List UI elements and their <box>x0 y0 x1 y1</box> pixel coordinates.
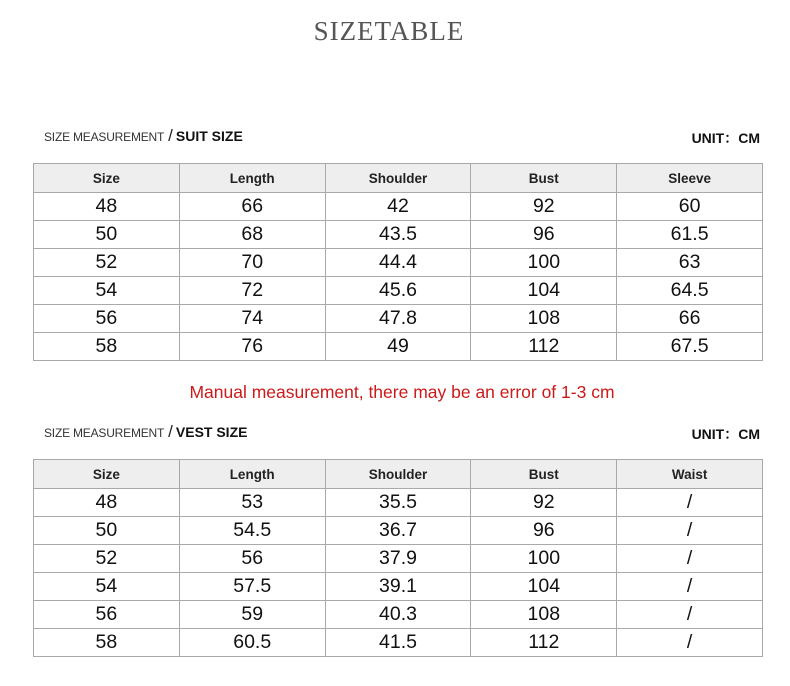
table-row <box>34 249 763 277</box>
table-cell-shoulder: 49 <box>325 333 471 361</box>
table-cell-shoulder: 42 <box>325 193 471 221</box>
table-cell-shoulder: 45.6 <box>325 277 471 305</box>
table-cell-size: 58 <box>34 333 180 361</box>
table-cell-length: 57.5 <box>179 573 325 601</box>
table-row <box>34 573 763 601</box>
table-row <box>34 333 763 361</box>
table-cell-bust: 100 <box>471 249 617 277</box>
table-cell-waist: / <box>617 545 763 573</box>
table-cell-shoulder: 35.5 <box>325 489 471 517</box>
table-cell-bust: 96 <box>471 221 617 249</box>
suit-unit-label: UNIT：CM <box>691 130 760 146</box>
table-cell-sleeve: 67.5 <box>617 333 763 361</box>
table-cell-size: 58 <box>34 629 180 657</box>
page-title: SIZETABLE <box>313 16 465 46</box>
table-cell-length: 56 <box>179 545 325 573</box>
table-cell-sleeve: 60 <box>617 193 763 221</box>
table-cell-sleeve: 61.5 <box>617 221 763 249</box>
table-cell-bust: 92 <box>471 193 617 221</box>
column-header-length: Length <box>179 164 325 193</box>
table-cell-size: 56 <box>34 601 180 629</box>
table-cell-bust: 112 <box>471 629 617 657</box>
table-cell-size: 56 <box>34 305 180 333</box>
table-cell-shoulder: 47.8 <box>325 305 471 333</box>
table-cell-shoulder: 40.3 <box>325 601 471 629</box>
vest-label-slash: / <box>168 422 173 441</box>
column-header-size: Size <box>34 460 180 489</box>
vest-size-table <box>33 459 763 657</box>
table-row <box>34 601 763 629</box>
table-cell-length: 60.5 <box>179 629 325 657</box>
table-cell-size: 54 <box>34 573 180 601</box>
table-row <box>34 221 763 249</box>
column-header-shoulder: Shoulder <box>325 460 471 489</box>
table-cell-waist: / <box>617 629 763 657</box>
table-cell-shoulder: 44.4 <box>325 249 471 277</box>
suit-section-header <box>44 126 762 148</box>
table-cell-size: 52 <box>34 545 180 573</box>
table-cell-waist: / <box>617 489 763 517</box>
vest-section-label <box>44 422 247 442</box>
column-header-length: Length <box>179 460 325 489</box>
table-row <box>34 629 763 657</box>
table-header-row <box>34 164 763 193</box>
table-cell-length: 59 <box>179 601 325 629</box>
table-row <box>34 277 763 305</box>
table-row <box>34 193 763 221</box>
table-cell-bust: 96 <box>471 517 617 545</box>
table-row <box>34 489 763 517</box>
table-cell-size: 48 <box>34 489 180 517</box>
table-cell-sleeve: 64.5 <box>617 277 763 305</box>
table-cell-length: 66 <box>179 193 325 221</box>
table-cell-size: 54 <box>34 277 180 305</box>
table-cell-shoulder: 36.7 <box>325 517 471 545</box>
table-cell-shoulder: 37.9 <box>325 545 471 573</box>
table-cell-bust: 108 <box>471 305 617 333</box>
vest-section-header <box>44 422 762 444</box>
table-cell-length: 54.5 <box>179 517 325 545</box>
table-cell-length: 76 <box>179 333 325 361</box>
column-header-waist: Waist <box>617 460 763 489</box>
table-row <box>34 517 763 545</box>
table-cell-size: 48 <box>34 193 180 221</box>
table-header-row <box>34 460 763 489</box>
suit-label-name: SUIT SIZE <box>175 128 243 144</box>
suit-size-table <box>33 163 763 361</box>
vest-label-prefix: SIZE MEASUREMENT <box>44 426 165 440</box>
vest-label-name: VEST SIZE <box>175 424 248 440</box>
table-cell-shoulder: 39.1 <box>325 573 471 601</box>
table-cell-shoulder: 43.5 <box>325 221 471 249</box>
column-header-sleeve: Sleeve <box>617 164 763 193</box>
table-cell-bust: 108 <box>471 601 617 629</box>
column-header-bust: Bust <box>471 460 617 489</box>
table-cell-length: 68 <box>179 221 325 249</box>
table-cell-size: 50 <box>34 221 180 249</box>
table-cell-bust: 112 <box>471 333 617 361</box>
column-header-bust: Bust <box>471 164 617 193</box>
column-header-shoulder: Shoulder <box>325 164 471 193</box>
measurement-note: Manual measurement, there may be an error of 1-3 cm <box>189 382 615 402</box>
table-cell-sleeve: 63 <box>617 249 763 277</box>
table-row <box>34 305 763 333</box>
table-cell-bust: 92 <box>471 489 617 517</box>
suit-section-label <box>44 126 243 146</box>
table-cell-length: 74 <box>179 305 325 333</box>
table-cell-sleeve: 66 <box>617 305 763 333</box>
table-cell-waist: / <box>617 573 763 601</box>
table-cell-shoulder: 41.5 <box>325 629 471 657</box>
table-cell-bust: 104 <box>471 277 617 305</box>
table-cell-length: 72 <box>179 277 325 305</box>
table-cell-size: 52 <box>34 249 180 277</box>
table-cell-length: 53 <box>179 489 325 517</box>
column-header-size: Size <box>34 164 180 193</box>
table-cell-bust: 104 <box>471 573 617 601</box>
table-cell-size: 50 <box>34 517 180 545</box>
suit-label-slash: / <box>168 126 173 145</box>
table-cell-waist: / <box>617 517 763 545</box>
vest-unit-label: UNIT：CM <box>691 426 760 442</box>
table-row <box>34 545 763 573</box>
table-cell-waist: / <box>617 601 763 629</box>
table-cell-bust: 100 <box>471 545 617 573</box>
table-cell-length: 70 <box>179 249 325 277</box>
suit-label-prefix: SIZE MEASUREMENT <box>44 130 165 144</box>
